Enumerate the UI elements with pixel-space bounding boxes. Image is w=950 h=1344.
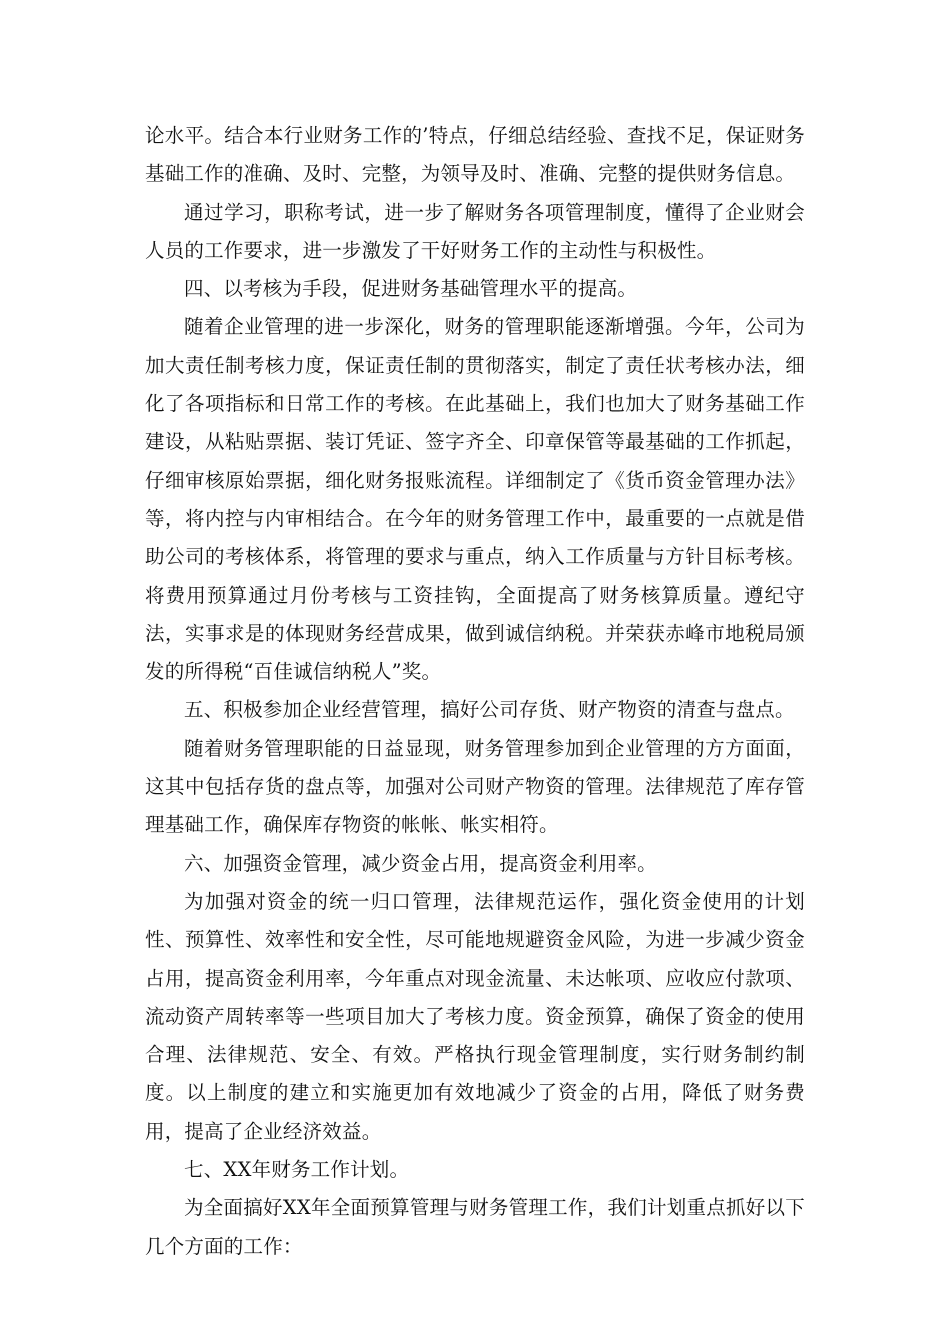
section-heading-5: 五、积极参加企业经营管理，搞好公司存货、财产物资的清查与盘点。 bbox=[184, 698, 795, 722]
section-heading-4: 四、以考核为手段，促进财务基础管理水平的提高。 bbox=[184, 277, 638, 301]
document-body bbox=[145, 117, 805, 1266]
section-heading-6: 六、加强资金管理，减少资金占用，提高资金利用率。 bbox=[184, 851, 657, 875]
paragraph-4: 随着企业管理的进一步深化，财务的管理职能逐渐增强。今年，公司为加大责任制考核力度，保证责任制的贯彻落实，制定了责任状考核办法，细化了各项指标和日常工作的考核。在此基础上，我们也加大了财务基础工作建设，从粘贴票据、装订凭证、签字齐全、印章保管等最基础的工作抓起，仔细审核原始票据，细化财务报账流程。详细制定了《货币资金管理办法》等，将内控与内审相结合。在今年的财务管理工作中，最重要的一点就是借助公司的考核体系，将管理的要求与重点，纳入工作质量与方针目标考核。将费用预算通过月份考核与工资挂钩，全面提高了财务核算质量。遵纪守法，实事求是的体现财务经营成果，做到诚信纳税。并荣获赤峰市地税局颁发的所得税“百佳诚信纳税人”奖。 bbox=[145, 315, 805, 684]
section-heading-7: 七、XX年财务工作计划。 bbox=[184, 1158, 410, 1182]
paragraph-1: 论水平。结合本行业财务工作的’特点，仔细总结经验、查找不足，保证财务基础工作的准确、及时、完整，为领导及时、准确、完整的提供财务信息。 bbox=[145, 124, 805, 186]
paragraph-2: 通过学习，职称考试，进一步了解财务各项管理制度，懂得了企业财会人员的工作要求，进一步激发了干好财务工作的主动性与积极性。 bbox=[145, 200, 805, 262]
paragraph-6: 随着财务管理职能的日益显现，财务管理参加到企业管理的方方面面，这其中包括存货的盘点等，加强对公司财产物资的管理。法律规范了库存管理基础工作，确保库存物资的帐帐、帐实相符。 bbox=[145, 736, 805, 837]
paragraph-10: 为全面搞好XX年全面预算管理与财务管理工作，我们计划重点抓好以下几个方面的工作： bbox=[145, 1196, 805, 1258]
paragraph-8: 为加强对资金的统一归口管理，法律规范运作，强化资金使用的计划性、预算性、效率性和安全性，尽可能地规避资金风险，为进一步减少资金占用，提高资金利用率，今年重点对现金流量、未达帐项、应收应付款项、流动资产周转率等一些项目加大了考核力度。资金预算，确保了资金的使用合理、法律规范、安全、有效。严格执行现金管理制度，实行财务制约制度。以上制度的建立和实施更加有效地减少了资金的占用，降低了财务费用，提高了企业经济效益。 bbox=[145, 889, 805, 1143]
